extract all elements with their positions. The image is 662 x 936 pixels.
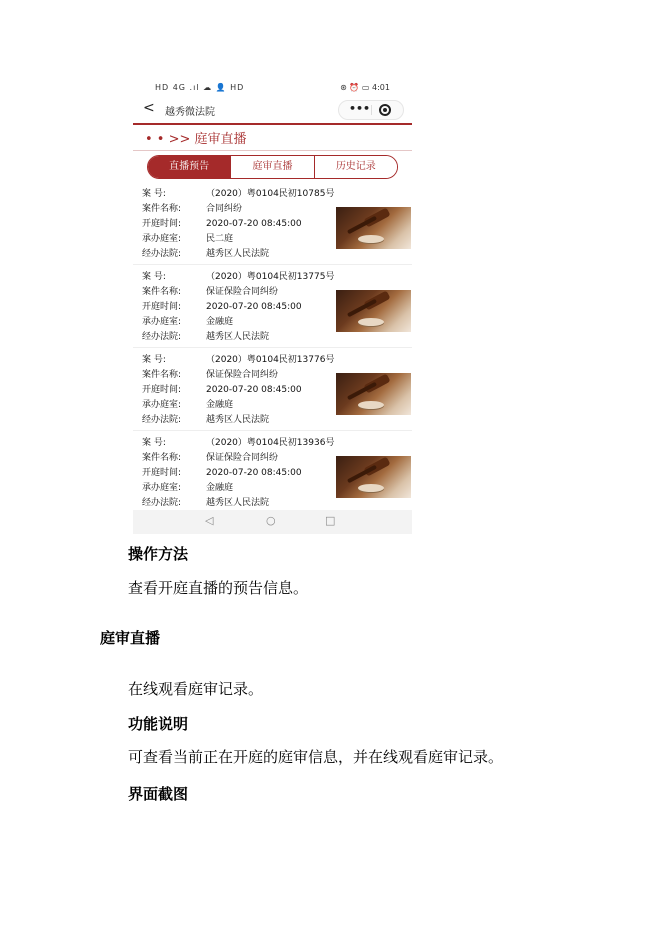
case-no-row (142, 435, 334, 448)
case-no-row (142, 269, 334, 282)
case-no-value: （2020）粤0104民初13775号 (206, 272, 335, 282)
case-name-value: 合同纠纷 (206, 204, 243, 214)
court-label: 经办法院: (142, 332, 182, 342)
gavel-thumbnail (336, 207, 411, 249)
open-time-value: 2020-07-20 08:45:00 (206, 219, 302, 229)
back-chevron-icon[interactable]: < (143, 100, 155, 116)
section-title: • • >> 庭审直播 (145, 132, 247, 147)
case-name-value: 保证保险合同纠纷 (206, 287, 279, 297)
case-name-label: 案件名称: (142, 453, 182, 463)
capsule-divider (371, 105, 372, 115)
open-time-row (142, 465, 302, 478)
case-no-label: 案 号: (142, 189, 166, 199)
title-bar (133, 98, 412, 122)
case-list (133, 182, 412, 514)
court-room-label: 承办庭室: (142, 234, 182, 244)
func-text: 可查看当前正在开庭的庭审信息，并在线观看庭审记录。 (128, 748, 504, 766)
status-bar (133, 78, 412, 98)
court-value: 越秀区人民法院 (206, 249, 270, 259)
case-name-label: 案件名称: (142, 204, 182, 214)
case-name-row (142, 284, 278, 297)
court-row (142, 412, 269, 425)
court-room-value: 金融庭 (206, 317, 234, 327)
open-time-label: 开庭时间: (142, 302, 182, 312)
more-icon[interactable]: ••• (349, 102, 371, 115)
gavel-thumbnail (336, 290, 411, 332)
court-room-label: 承办庭室: (142, 400, 182, 410)
case-no-value: （2020）粤0104民初13936号 (206, 438, 335, 448)
status-left: HD 4G .ıl ☁ 👤 HD (155, 83, 245, 92)
open-time-value: 2020-07-20 08:45:00 (206, 302, 302, 312)
court-value: 越秀区人民法院 (206, 332, 270, 342)
court-value: 越秀区人民法院 (206, 415, 270, 425)
court-room-row (142, 397, 233, 410)
open-time-row (142, 382, 302, 395)
court-room-value: 金融庭 (206, 400, 234, 410)
court-room-row (142, 480, 233, 493)
open-time-value: 2020-07-20 08:45:00 (206, 385, 302, 395)
open-time-label: 开庭时间: (142, 219, 182, 229)
header-divider (133, 123, 412, 125)
status-right: ⊛ ⏰ ▭ 4:01 (340, 83, 390, 92)
nav-back-icon[interactable]: ◁ (205, 514, 214, 527)
nav-recent-icon[interactable]: □ (325, 514, 336, 527)
open-time-row (142, 216, 302, 229)
court-room-value: 民二庭 (206, 234, 234, 244)
gavel-thumbnail (336, 373, 411, 415)
case-name-row (142, 367, 278, 380)
court-label: 经办法院: (142, 249, 182, 259)
court-room-row (142, 314, 233, 327)
case-no-value: （2020）粤0104民初13776号 (206, 355, 335, 365)
gavel-thumbnail (336, 456, 411, 498)
court-room-label: 承办庭室: (142, 483, 182, 493)
tab-bar (147, 155, 398, 179)
court-label: 经办法院: (142, 415, 182, 425)
screen-heading: 界面截图 (128, 785, 189, 803)
case-name-label: 案件名称: (142, 370, 182, 380)
court-row (142, 329, 269, 342)
case-name-value: 保证保险合同纠纷 (206, 453, 279, 463)
app-title: 越秀微法院 (165, 107, 215, 118)
section-underline (133, 150, 412, 151)
open-time-label: 开庭时间: (142, 385, 182, 395)
case-no-row (142, 352, 334, 365)
case-name-row (142, 201, 242, 214)
func-heading: 功能说明 (128, 715, 189, 733)
tab-history[interactable]: 历史记录 (315, 156, 397, 178)
open-time-value: 2020-07-20 08:45:00 (206, 468, 302, 478)
court-row (142, 246, 269, 259)
court-value: 越秀区人民法院 (206, 498, 270, 508)
case-no-value: （2020）粤0104民初10785号 (206, 189, 335, 199)
court-room-row (142, 231, 233, 244)
case-name-value: 保证保险合同纠纷 (206, 370, 279, 380)
tab-live-preview[interactable]: 直播预告 (148, 156, 231, 178)
case-no-label: 案 号: (142, 272, 166, 282)
court-room-value: 金融庭 (206, 483, 234, 493)
case-no-row (142, 186, 334, 199)
open-time-label: 开庭时间: (142, 468, 182, 478)
case-name-row (142, 450, 278, 463)
case-card[interactable] (133, 348, 412, 431)
phone-screenshot (133, 78, 412, 534)
case-card[interactable] (133, 182, 412, 265)
court-label: 经办法院: (142, 498, 182, 508)
court-row (142, 495, 269, 508)
close-target-icon[interactable] (379, 104, 391, 116)
case-no-label: 案 号: (142, 438, 166, 448)
case-name-label: 案件名称: (142, 287, 182, 297)
case-card[interactable] (133, 265, 412, 348)
section-text: 在线观看庭审记录。 (128, 680, 264, 698)
nav-home-icon[interactable]: ○ (266, 514, 276, 527)
android-nav-bar (133, 510, 412, 534)
court-room-label: 承办庭室: (142, 317, 182, 327)
op-text: 查看开庭直播的预告信息。 (128, 579, 309, 597)
open-time-row (142, 299, 302, 312)
op-heading: 操作方法 (128, 545, 189, 563)
case-no-label: 案 号: (142, 355, 166, 365)
tab-live-trial[interactable]: 庭审直播 (231, 156, 314, 178)
section-heading: 庭审直播 (100, 629, 161, 647)
case-card[interactable] (133, 431, 412, 514)
miniprogram-capsule (338, 100, 404, 120)
